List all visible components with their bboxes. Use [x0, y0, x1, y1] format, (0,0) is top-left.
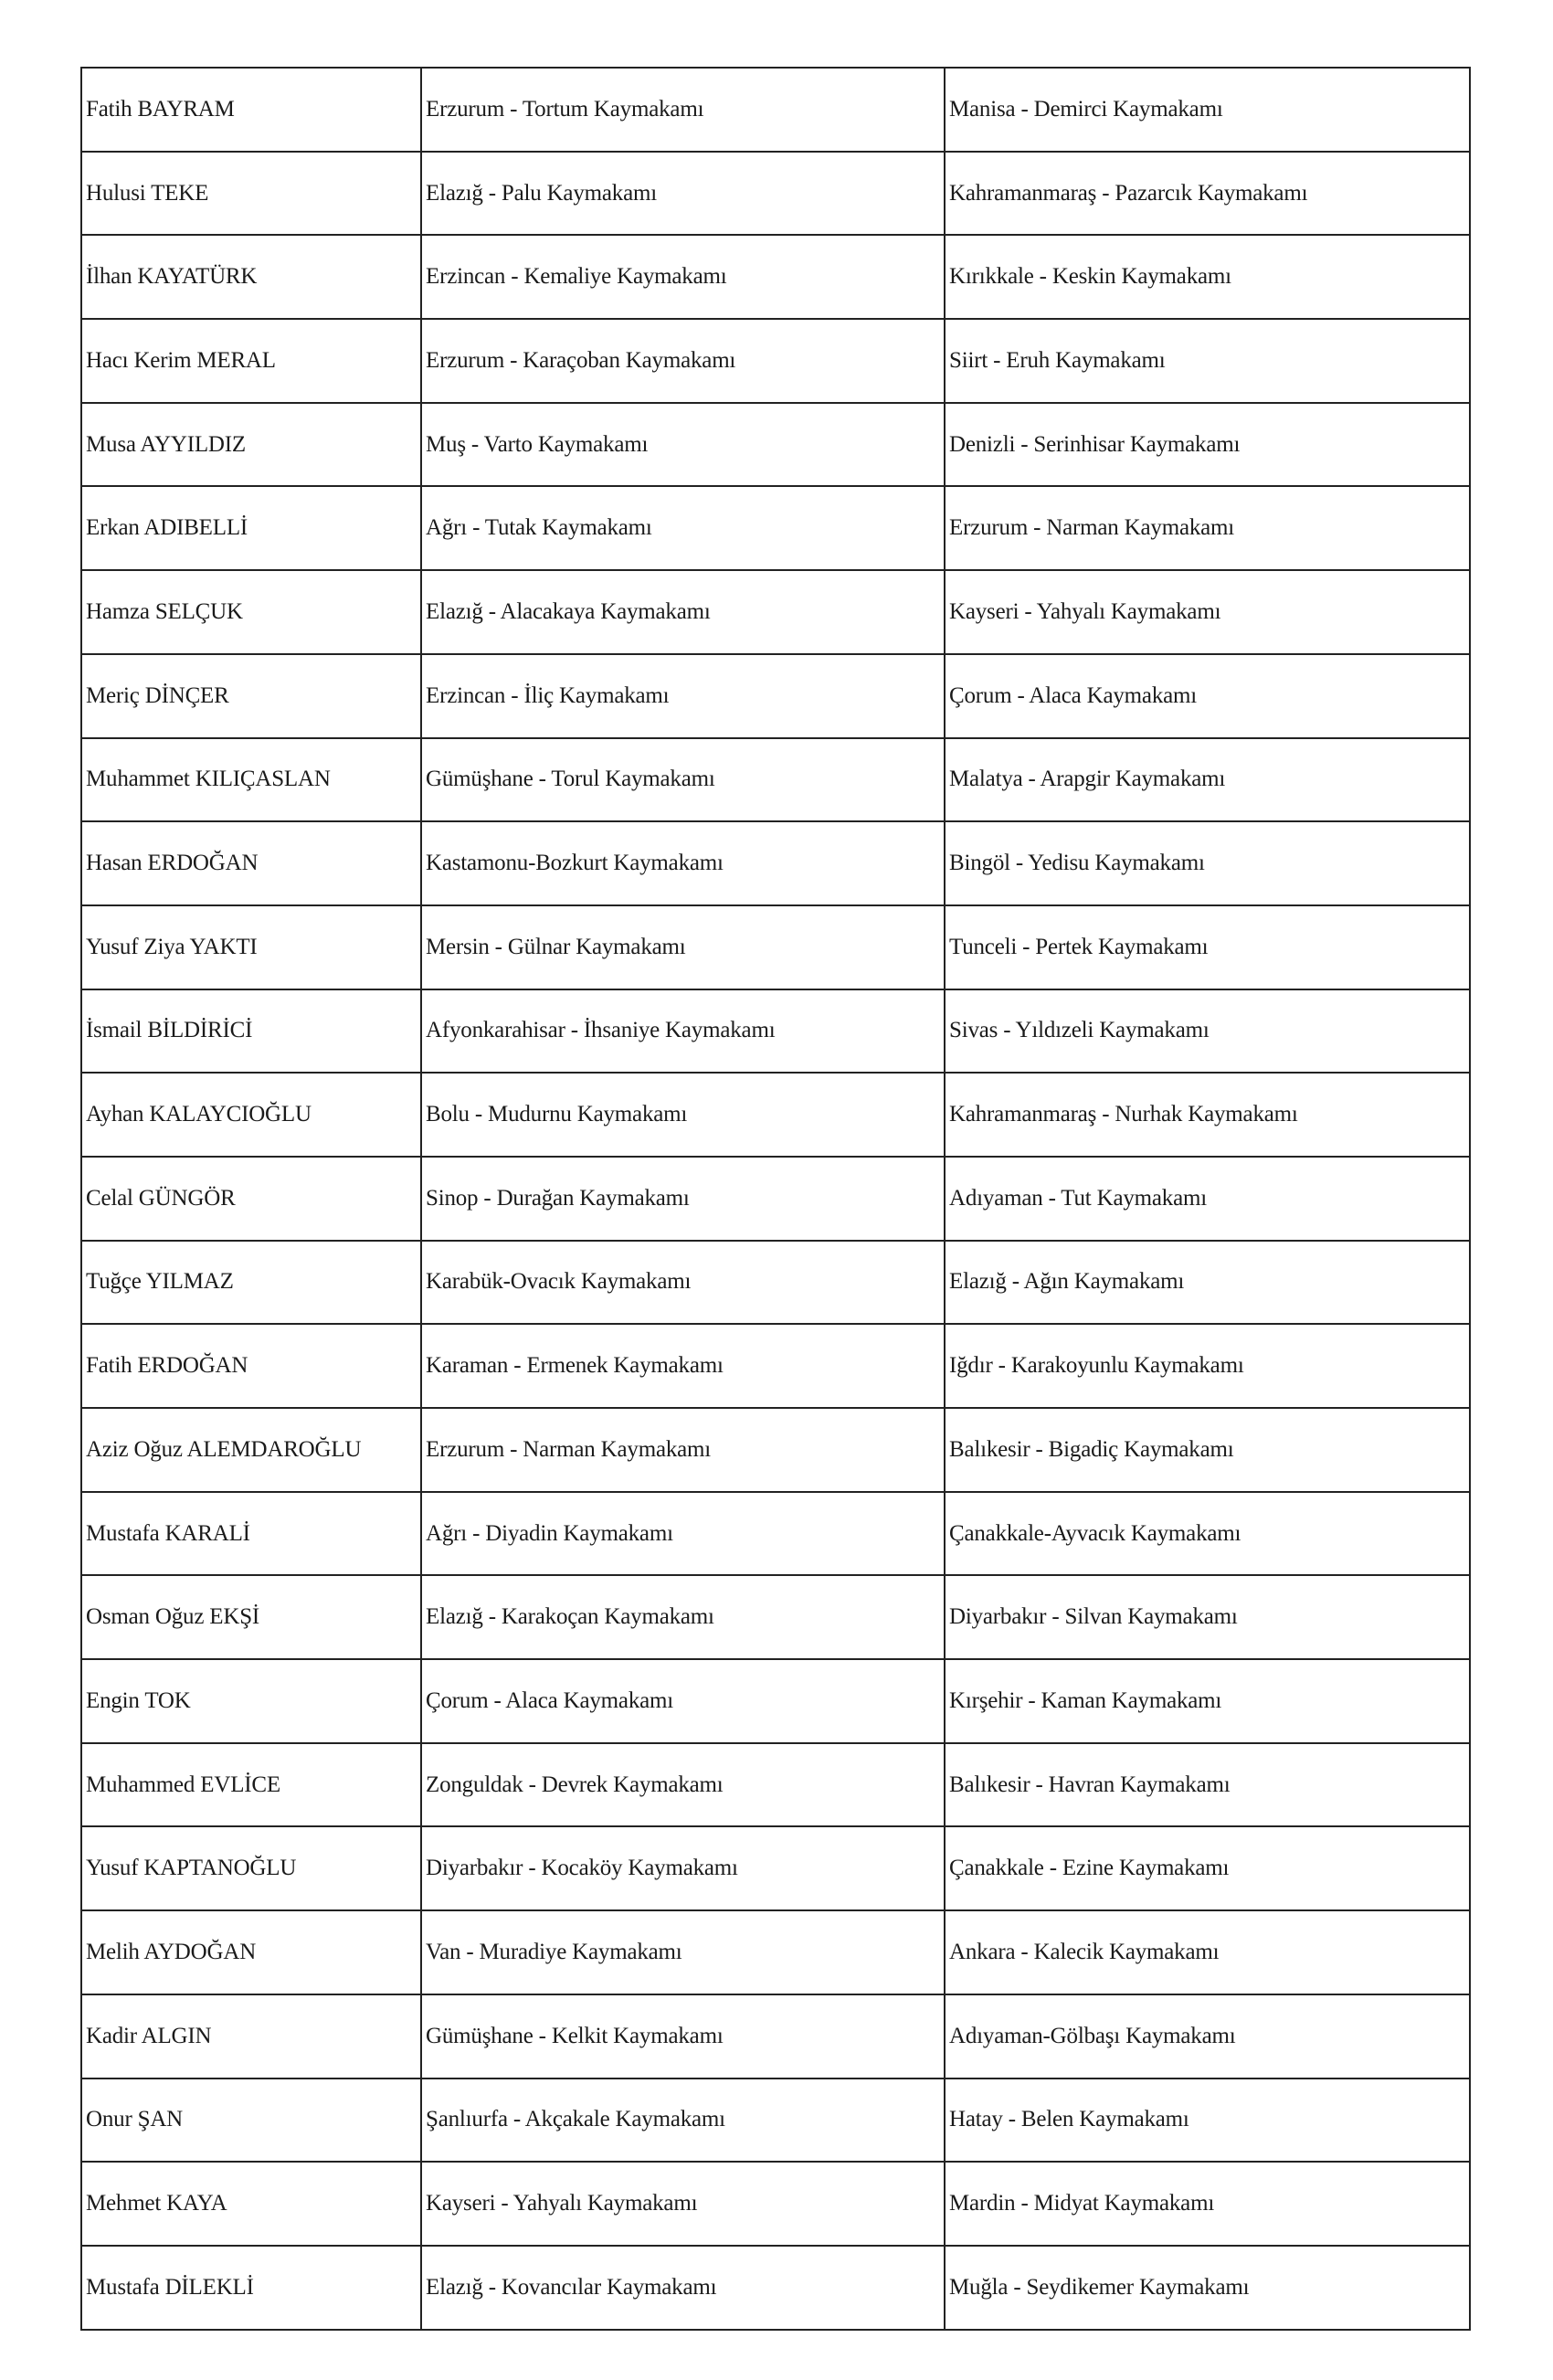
current-post-cell: Kastamonu-Bozkurt Kaymakamı — [421, 821, 945, 905]
new-post-cell: Elazığ - Ağın Kaymakamı — [945, 1241, 1470, 1325]
current-post-cell: Karaman - Ermenek Kaymakamı — [421, 1324, 945, 1408]
table-row — [81, 1073, 1470, 1157]
new-post-cell: Iğdır - Karakoyunlu Kaymakamı — [945, 1324, 1470, 1408]
name-cell: Hamza SELÇUK — [81, 570, 421, 654]
new-post-cell: Hatay - Belen Kaymakamı — [945, 2079, 1470, 2163]
current-post-cell: Afyonkarahisar - İhsaniye Kaymakamı — [421, 989, 945, 1074]
current-post-cell: Elazığ - Palu Kaymakamı — [421, 152, 945, 236]
table-row — [81, 486, 1470, 570]
current-post-cell: Ağrı - Diyadin Kaymakamı — [421, 1492, 945, 1576]
name-cell: Tuğçe YILMAZ — [81, 1241, 421, 1325]
new-post-cell: Çanakkale-Ayvacık Kaymakamı — [945, 1492, 1470, 1576]
table-row — [81, 235, 1470, 319]
current-post-cell: Şanlıurfa - Akçakale Kaymakamı — [421, 2079, 945, 2163]
new-post-cell: Diyarbakır - Silvan Kaymakamı — [945, 1575, 1470, 1659]
new-post-cell: Muğla - Seydikemer Kaymakamı — [945, 2246, 1470, 2330]
current-post-cell: Erzurum - Tortum Kaymakamı — [421, 68, 945, 152]
name-cell: Hacı Kerim MERAL — [81, 319, 421, 403]
table-row — [81, 68, 1470, 152]
name-cell: Yusuf Ziya YAKTI — [81, 905, 421, 989]
current-post-cell: Bolu - Mudurnu Kaymakamı — [421, 1073, 945, 1157]
table-row — [81, 2162, 1470, 2246]
new-post-cell: Malatya - Arapgir Kaymakamı — [945, 738, 1470, 822]
table-row — [81, 821, 1470, 905]
new-post-cell: Erzurum - Narman Kaymakamı — [945, 486, 1470, 570]
new-post-cell: Kahramanmaraş - Nurhak Kaymakamı — [945, 1073, 1470, 1157]
new-post-cell: Kayseri - Yahyalı Kaymakamı — [945, 570, 1470, 654]
new-post-cell: Çorum - Alaca Kaymakamı — [945, 654, 1470, 738]
name-cell: İsmail BİLDİRİCİ — [81, 989, 421, 1074]
new-post-cell: Kırıkkale - Keskin Kaymakamı — [945, 235, 1470, 319]
table-row — [81, 1408, 1470, 1492]
name-cell: Musa AYYILDIZ — [81, 403, 421, 487]
table-row — [81, 738, 1470, 822]
current-post-cell: Elazığ - Alacakaya Kaymakamı — [421, 570, 945, 654]
name-cell: Ayhan KALAYCIOĞLU — [81, 1073, 421, 1157]
new-post-cell: Balıkesir - Bigadiç Kaymakamı — [945, 1408, 1470, 1492]
table-row — [81, 319, 1470, 403]
table-row — [81, 1994, 1470, 2079]
new-post-cell: Denizli - Serinhisar Kaymakamı — [945, 403, 1470, 487]
current-post-cell: Zonguldak - Devrek Kaymakamı — [421, 1743, 945, 1827]
current-post-cell: Muş - Varto Kaymakamı — [421, 403, 945, 487]
name-cell: Celal GÜNGÖR — [81, 1157, 421, 1241]
table-row — [81, 1324, 1470, 1408]
name-cell: Fatih ERDOĞAN — [81, 1324, 421, 1408]
table-row — [81, 2246, 1470, 2330]
table-row — [81, 905, 1470, 989]
new-post-cell: Tunceli - Pertek Kaymakamı — [945, 905, 1470, 989]
name-cell: Meriç DİNÇER — [81, 654, 421, 738]
table-row — [81, 1659, 1470, 1743]
table-row — [81, 1575, 1470, 1659]
current-post-cell: Erzincan - İliç Kaymakamı — [421, 654, 945, 738]
name-cell: Aziz Oğuz ALEMDAROĞLU — [81, 1408, 421, 1492]
new-post-cell: Kahramanmaraş - Pazarcık Kaymakamı — [945, 152, 1470, 236]
current-post-cell: Sinop - Durağan Kaymakamı — [421, 1157, 945, 1241]
current-post-cell: Erzurum - Karaçoban Kaymakamı — [421, 319, 945, 403]
table-row — [81, 570, 1470, 654]
table-row — [81, 1826, 1470, 1910]
name-cell: Engin TOK — [81, 1659, 421, 1743]
name-cell: Muhammet KILIÇASLAN — [81, 738, 421, 822]
table-row — [81, 2079, 1470, 2163]
name-cell: Fatih BAYRAM — [81, 68, 421, 152]
table-row — [81, 1492, 1470, 1576]
new-post-cell: Sivas - Yıldızeli Kaymakamı — [945, 989, 1470, 1074]
name-cell: Mustafa DİLEKLİ — [81, 2246, 421, 2330]
table-row — [81, 1241, 1470, 1325]
new-post-cell: Balıkesir - Havran Kaymakamı — [945, 1743, 1470, 1827]
new-post-cell: Manisa - Demirci Kaymakamı — [945, 68, 1470, 152]
name-cell: Hasan ERDOĞAN — [81, 821, 421, 905]
new-post-cell: Mardin - Midyat Kaymakamı — [945, 2162, 1470, 2246]
current-post-cell: Karabük-Ovacık Kaymakamı — [421, 1241, 945, 1325]
table-row — [81, 152, 1470, 236]
table-row — [81, 1743, 1470, 1827]
name-cell: Osman Oğuz EKŞİ — [81, 1575, 421, 1659]
name-cell: Yusuf KAPTANOĞLU — [81, 1826, 421, 1910]
current-post-cell: Elazığ - Karakoçan Kaymakamı — [421, 1575, 945, 1659]
table-row — [81, 654, 1470, 738]
table-row — [81, 989, 1470, 1074]
name-cell: İlhan KAYATÜRK — [81, 235, 421, 319]
current-post-cell: Mersin - Gülnar Kaymakamı — [421, 905, 945, 989]
current-post-cell: Gümüşhane - Torul Kaymakamı — [421, 738, 945, 822]
current-post-cell: Erzurum - Narman Kaymakamı — [421, 1408, 945, 1492]
name-cell: Mehmet KAYA — [81, 2162, 421, 2246]
new-post-cell: Bingöl - Yedisu Kaymakamı — [945, 821, 1470, 905]
new-post-cell: Siirt - Eruh Kaymakamı — [945, 319, 1470, 403]
new-post-cell: Adıyaman - Tut Kaymakamı — [945, 1157, 1470, 1241]
new-post-cell: Çanakkale - Ezine Kaymakamı — [945, 1826, 1470, 1910]
table-row — [81, 403, 1470, 487]
current-post-cell: Ağrı - Tutak Kaymakamı — [421, 486, 945, 570]
new-post-cell: Adıyaman-Gölbaşı Kaymakamı — [945, 1994, 1470, 2079]
current-post-cell: Van - Muradiye Kaymakamı — [421, 1910, 945, 1994]
new-post-cell: Ankara - Kalecik Kaymakamı — [945, 1910, 1470, 1994]
name-cell: Erkan ADIBELLİ — [81, 486, 421, 570]
current-post-cell: Diyarbakır - Kocaköy Kaymakamı — [421, 1826, 945, 1910]
current-post-cell: Erzincan - Kemaliye Kaymakamı — [421, 235, 945, 319]
current-post-cell: Çorum - Alaca Kaymakamı — [421, 1659, 945, 1743]
name-cell: Melih AYDOĞAN — [81, 1910, 421, 1994]
table-row — [81, 1910, 1470, 1994]
name-cell: Hulusi TEKE — [81, 152, 421, 236]
table-row — [81, 1157, 1470, 1241]
name-cell: Muhammed EVLİCE — [81, 1743, 421, 1827]
current-post-cell: Gümüşhane - Kelkit Kaymakamı — [421, 1994, 945, 2079]
name-cell: Kadir ALGIN — [81, 1994, 421, 2079]
name-cell: Mustafa KARALİ — [81, 1492, 421, 1576]
appointment-table-body — [81, 68, 1470, 2330]
name-cell: Onur ŞAN — [81, 2079, 421, 2163]
appointment-table — [80, 67, 1471, 2331]
new-post-cell: Kırşehir - Kaman Kaymakamı — [945, 1659, 1470, 1743]
current-post-cell: Kayseri - Yahyalı Kaymakamı — [421, 2162, 945, 2246]
current-post-cell: Elazığ - Kovancılar Kaymakamı — [421, 2246, 945, 2330]
